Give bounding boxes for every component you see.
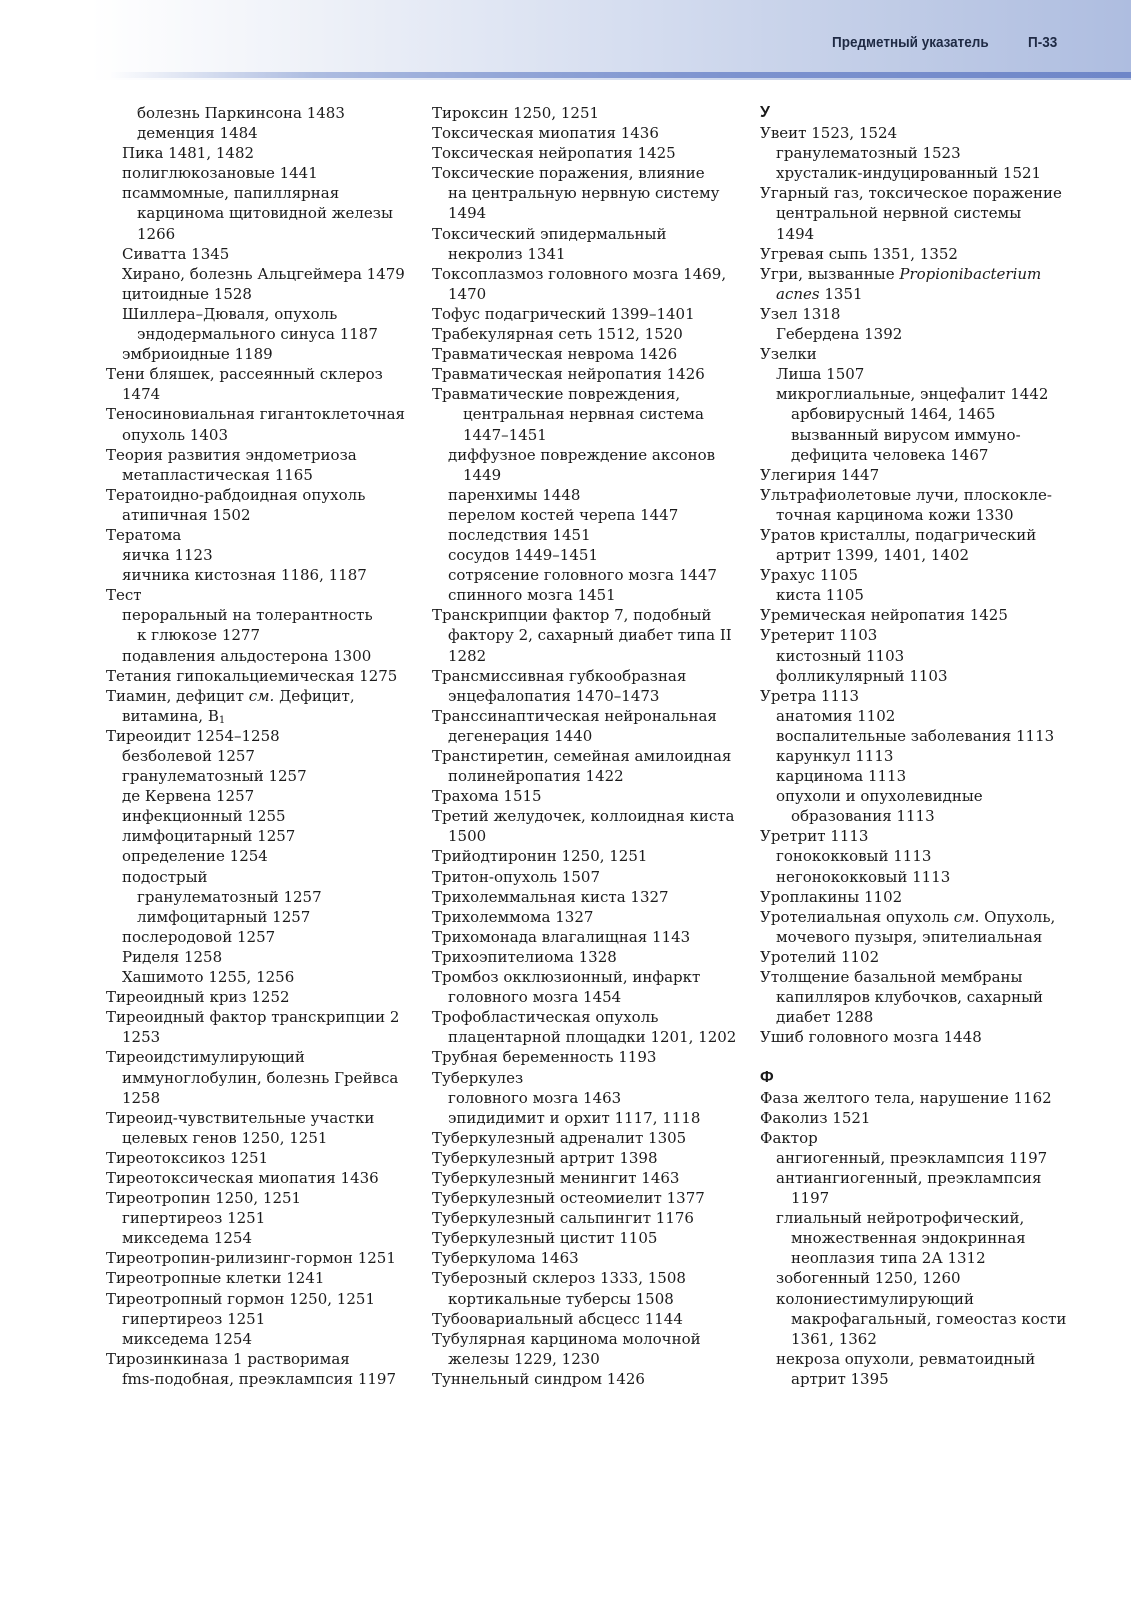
index-subentry: антиангиогенный, преэклампсия [776, 1168, 1042, 1187]
index-subentry: вызванный вирусом иммуно- [791, 425, 1021, 444]
index-subentry: дегенерация 1440 [448, 726, 593, 745]
index-subentry: капилляров клубочков, сахарный [776, 988, 1044, 1007]
index-subentry: карцинома щитовидной железы [137, 204, 393, 223]
index-subentry: пероральный на толерантность [122, 606, 373, 625]
index-subentry: 1494 [776, 224, 815, 243]
index-subentry: подавления альдостерона 1300 [122, 646, 372, 665]
index-subentry: лимфоцитарный 1257 [137, 907, 311, 926]
index-subentry: глиальный нейротрофический, [776, 1209, 1025, 1228]
index-entry: Туберозный склероз 1333, 1508 [432, 1269, 686, 1288]
index-column-1 [106, 103, 418, 1389]
index-subentry: подострый [122, 867, 208, 886]
index-subentry: некролиз 1341 [448, 244, 566, 263]
index-subentry: опухоли и опухолевидные [776, 787, 983, 806]
index-entry: Туберкулезный сальпингит 1176 [432, 1209, 694, 1228]
index-entry: Тиреотропин 1250, 1251 [106, 1189, 302, 1208]
header-rule [110, 72, 1131, 78]
index-entry: Уретрит 1113 [760, 827, 869, 846]
index-subentry: опухоль 1403 [122, 425, 228, 444]
index-entry: Улегирия 1447 [760, 465, 880, 484]
index-entry: Туберкулезный остеомиелит 1377 [432, 1189, 705, 1208]
index-subentry: Сиватта 1345 [122, 244, 230, 263]
index-subentry: 1282 [448, 646, 487, 665]
index-subentry: к глюкозе 1277 [137, 626, 260, 645]
index-subentry: сосудов 1449–1451 [448, 546, 598, 565]
index-entry: Тени бляшек, рассеянный склероз [106, 365, 383, 384]
index-subentry: на центральную нервную систему [448, 184, 720, 203]
index-subentry: некроза опухоли, ревматоидный [776, 1349, 1036, 1368]
index-subentry: колониестимулирующий [776, 1289, 974, 1308]
index-subentry: артрит 1395 [791, 1369, 889, 1388]
index-subentry: гранулематозный 1257 [137, 887, 322, 906]
index-entry: Уремическая нейропатия 1425 [760, 606, 1008, 625]
index-entry: Тиреотоксикоз 1251 [106, 1148, 269, 1167]
index-subentry: инфекционный 1255 [122, 807, 286, 826]
index-entry: Третий желудочек, коллоидная киста [432, 807, 735, 826]
index-subentry: 1470 [448, 284, 487, 303]
index-subentry: дефицита человека 1467 [791, 445, 989, 464]
index-subentry: Шиллера–Дюваля, опухоль [122, 304, 338, 323]
index-subentry: де Кервена 1257 [122, 787, 255, 806]
index-subentry: цитоидные 1528 [122, 284, 252, 303]
index-subentry: головного мозга 1454 [448, 988, 622, 1007]
index-subentry: Хирано, болезнь Альцгеймера 1479 [122, 264, 405, 283]
index-subentry: Пика 1481, 1482 [122, 144, 255, 163]
index-entry: Тиреоидный криз 1252 [106, 988, 290, 1007]
index-subentry: головного мозга 1463 [448, 1088, 622, 1107]
index-subentry: яичка 1123 [122, 546, 213, 565]
index-entry: Теносиновиальная гигантоклеточная [106, 405, 406, 424]
index-entry: Тироксин 1250, 1251 [432, 104, 600, 122]
index-entry: Транскрипции фактор 7, подобный [432, 606, 712, 625]
index-subentry: атипичная 1502 [122, 505, 251, 524]
index-entry: Трансмиссивная губкообразная [432, 666, 687, 685]
index-subentry: плацентарной площадки 1201, 1202 [448, 1028, 737, 1047]
index-entry: Узелки [760, 345, 817, 364]
index-entry: Травматическая неврома 1426 [432, 345, 678, 364]
index-subentry: микроглиальные, энцефалит 1442 [776, 385, 1049, 404]
index-entry: Уротелиальная опухоль см. Опухоль, [760, 907, 1056, 926]
index-entry: Тофус подагрический 1399–1401 [432, 304, 695, 323]
index-entry: Транстиретин, семейная амилоидная [432, 747, 732, 765]
index-subentry: псаммомные, папиллярная [122, 184, 340, 203]
index-entry: Угарный газ, токсическое поражение [760, 184, 1062, 203]
index-subentry: 1494 [448, 204, 487, 223]
index-entry: Токсоплазмоз головного мозга 1469, [432, 264, 727, 283]
index-subentry: эпидидимит и орхит 1117, 1118 [448, 1108, 701, 1127]
index-subentry: болезнь Паркинсона 1483 [137, 104, 345, 122]
index-entry: Трубная беременность 1193 [432, 1048, 657, 1067]
index-subentry: определение 1254 [122, 847, 268, 866]
index-entry: Трихомонада влагалищная 1143 [432, 927, 691, 946]
index-subentry: гипертиреоз 1251 [122, 1209, 266, 1228]
index-entry: Трийодтиронин 1250, 1251 [432, 847, 648, 866]
index-subentry: энцефалопатия 1470–1473 [448, 686, 660, 705]
index-subentry: сотрясение головного мозга 1447 [448, 566, 717, 585]
index-subentry: 1266 [137, 224, 176, 243]
index-entry: Токсическая миопатия 1436 [432, 124, 659, 143]
index-entry: Трабекулярная сеть 1512, 1520 [432, 325, 683, 344]
section-letter-heading: У [760, 104, 770, 121]
index-subentry: карункул 1113 [776, 747, 894, 765]
index-entry: Тетания гипокальциемическая 1275 [106, 666, 398, 685]
index-subentry: макрофагальный, гомеостаз кости [791, 1309, 1067, 1328]
index-subentry: кистозный 1103 [776, 646, 905, 665]
index-entry: Трофобластическая опухоль [432, 1008, 659, 1027]
index-entry: Фаза желтого тела, нарушение 1162 [760, 1088, 1052, 1107]
section-letter-heading: Ф [760, 1068, 774, 1086]
index-subentry: Риделя 1258 [122, 947, 223, 966]
index-entry: Теория развития эндометриоза [106, 445, 357, 464]
index-subentry: полиглюкозановые 1441 [122, 164, 318, 183]
index-subentry: эндодермального синуса 1187 [137, 325, 378, 344]
index-entry: Тиамин, дефицит см. Дефицит, [106, 686, 355, 705]
index-subentry: железы 1229, 1230 [448, 1349, 600, 1368]
index-entry: Тератоидно-рабдоидная опухоль [106, 485, 366, 504]
index-entry: Факолиз 1521 [760, 1108, 871, 1127]
index-subentry: 1474 [122, 385, 161, 404]
index-subentry: диффузное повреждение аксонов [448, 445, 716, 464]
index-subentry: микседема 1254 [122, 1329, 252, 1348]
index-entry: Туберкулез [432, 1068, 524, 1087]
index-entry: Туберкулома 1463 [432, 1249, 579, 1268]
index-subentry: ангиогенный, преэклампсия 1197 [776, 1148, 1048, 1167]
index-subentry: яичника кистозная 1186, 1187 [122, 566, 367, 585]
index-subentry: послеродовой 1257 [122, 927, 276, 946]
index-entry: Туберкулезный менингит 1463 [432, 1168, 680, 1187]
index-subentry: кортикальные туберсы 1508 [448, 1289, 674, 1308]
index-subentry: карцинома 1113 [776, 767, 907, 786]
index-subentry: эмбриоидные 1189 [122, 345, 273, 364]
page-number: П-33 [1028, 34, 1058, 51]
index-subentry: 1500 [448, 827, 487, 846]
index-entry: Тиреоидстимулирующий [106, 1048, 305, 1067]
index-subentry: фактору 2, сахарный диабет типа II [448, 626, 732, 645]
index-subentry: метапластическая 1165 [122, 465, 313, 484]
index-entry: Тритон-опухоль 1507 [432, 867, 600, 886]
index-subentry: лимфоцитарный 1257 [122, 827, 296, 846]
index-entry: Ультрафиолетовые лучи, плоскокле- [760, 485, 1052, 504]
index-subentry: 1449 [463, 465, 502, 484]
index-subentry: 1197 [791, 1189, 830, 1208]
index-entry: Фактор [760, 1128, 818, 1147]
index-subentry: Гебердена 1392 [776, 325, 903, 344]
index-subentry: паренхимы 1448 [448, 485, 581, 504]
index-entry: Тиреоидный фактор транскрипции 2 [106, 1008, 400, 1027]
index-entry: Тубулярная карцинома молочной [432, 1329, 701, 1348]
index-subentry: витамина, $B_1$ [122, 706, 226, 726]
index-subentry: воспалительные заболевания 1113 [776, 726, 1055, 745]
index-entry: Уретра 1113 [760, 686, 860, 705]
index-subentry: 1253 [122, 1028, 161, 1047]
index-subentry: acnes 1351 [776, 284, 863, 303]
index-entry: Угри, вызванные Propionibacterium [760, 264, 1042, 283]
index-entry: Трихолеммома 1327 [432, 907, 594, 926]
index-subentry: Хашимото 1255, 1256 [122, 968, 295, 987]
index-entry: Тиреотропный гормон 1250, 1251 [106, 1289, 375, 1308]
index-entry: Уратов кристаллы, подагрический [760, 525, 1037, 544]
index-entry: Токсическая нейропатия 1425 [432, 144, 676, 163]
index-entry: Тиреоидит 1254–1258 [106, 726, 280, 745]
index-column-2 [432, 103, 748, 1389]
index-entry: Увеит 1523, 1524 [760, 124, 898, 143]
section-gap [760, 1047, 1080, 1067]
index-subentry: деменция 1484 [137, 124, 258, 143]
index-subentry: хрусталик-индуцированный 1521 [776, 164, 1042, 183]
index-entry: Тиреотоксическая миопатия 1436 [106, 1168, 379, 1187]
index-entry: Тирозинкиназа 1 растворимая [106, 1349, 350, 1368]
index-subentry: диабет 1288 [776, 1008, 874, 1027]
index-entry: Транссинаптическая нейрональная [432, 706, 717, 725]
index-subentry: 1447–1451 [463, 425, 547, 444]
index-subentry: перелом костей черепа 1447 [448, 505, 679, 524]
index-subentry: 1361, 1362 [791, 1329, 877, 1348]
index-entry: Травматические повреждения, [432, 385, 681, 404]
index-entry: Утолщение базальной мембраны [760, 968, 1023, 987]
index-subentry: fms-подобная, преэклампсия 1197 [122, 1369, 396, 1388]
index-entry: Тубоовариальный абсцесс 1144 [432, 1309, 683, 1328]
index-entry: Урахус 1105 [760, 566, 859, 585]
index-entry: Трихоэпителиома 1328 [432, 947, 617, 966]
index-entry: Туберкулезный адреналит 1305 [432, 1128, 687, 1147]
index-entry: Трахома 1515 [432, 787, 542, 806]
index-entry: Туберкулезный цистит 1105 [432, 1229, 658, 1248]
index-entry: Уретерит 1103 [760, 626, 878, 645]
index-subentry: анатомия 1102 [776, 706, 896, 725]
index-entry: Ушиб головного мозга 1448 [760, 1028, 982, 1047]
index-subentry: Лиша 1507 [776, 365, 865, 384]
index-entry: Туннельный синдром 1426 [432, 1369, 645, 1388]
index-entry: Тромбоз окклюзионный, инфаркт [432, 968, 701, 987]
index-entry: Узел 1318 [760, 304, 841, 323]
index-subentry: целевых генов 1250, 1251 [122, 1128, 328, 1147]
index-subentry: зобогенный 1250, 1260 [776, 1269, 961, 1288]
index-entry: Токсический эпидермальный [432, 224, 667, 243]
index-subentry: негонококковый 1113 [776, 867, 951, 886]
index-subentry: точная карцинома кожи 1330 [776, 505, 1014, 524]
index-subentry: центральной нервной системы [776, 204, 1022, 223]
index-entry: Трихолеммальная киста 1327 [432, 887, 669, 906]
index-subentry: гонококковый 1113 [776, 847, 932, 866]
index-subentry: 1258 [122, 1088, 161, 1107]
index-entry: Тест [106, 586, 142, 605]
index-subentry: гранулематозный 1523 [776, 144, 961, 163]
index-subentry: неоплазия типа 2А 1312 [791, 1249, 986, 1268]
index-subentry: образования 1113 [791, 807, 935, 826]
index-entry: Тератома [106, 525, 182, 544]
index-subentry: гипертиреоз 1251 [122, 1309, 266, 1328]
index-column-3 [760, 103, 1080, 1389]
running-header-title: Предметный указатель [832, 34, 989, 51]
index-subentry: множественная эндокринная [791, 1229, 1026, 1248]
index-entry: Уротелий 1102 [760, 947, 880, 966]
index-subentry: центральная нервная система [463, 405, 704, 424]
index-subentry: спинного мозга 1451 [448, 586, 616, 605]
index-entry: Угревая сыпь 1351, 1352 [760, 244, 958, 263]
index-subentry: артрит 1399, 1401, 1402 [776, 546, 970, 565]
index-subentry: арбовирусный 1464, 1465 [791, 405, 996, 424]
index-subentry: микседема 1254 [122, 1229, 252, 1248]
index-subentry: фолликулярный 1103 [776, 666, 948, 685]
index-entry: Туберкулезный артрит 1398 [432, 1148, 658, 1167]
index-entry: Токсические поражения, влияние [432, 164, 705, 183]
index-entry: Травматическая нейропатия 1426 [432, 365, 705, 384]
index-subentry: иммуноглобулин, болезнь Грейвса [122, 1068, 399, 1087]
index-entry: Тиреотропин-рилизинг-гормон 1251 [106, 1249, 396, 1268]
index-subentry: мочевого пузыря, эпителиальная [776, 927, 1043, 946]
index-subentry: киста 1105 [776, 586, 864, 605]
index-entry: Уроплакины 1102 [760, 887, 903, 906]
index-subentry: безболевой 1257 [122, 747, 255, 765]
index-subentry: полинейропатия 1422 [448, 767, 624, 786]
index-subentry: гранулематозный 1257 [122, 767, 307, 786]
index-entry: Тиреотропные клетки 1241 [106, 1269, 325, 1288]
index-subentry: последствия 1451 [448, 525, 591, 544]
index-entry: Тиреоид-чувствительные участки [106, 1108, 375, 1127]
